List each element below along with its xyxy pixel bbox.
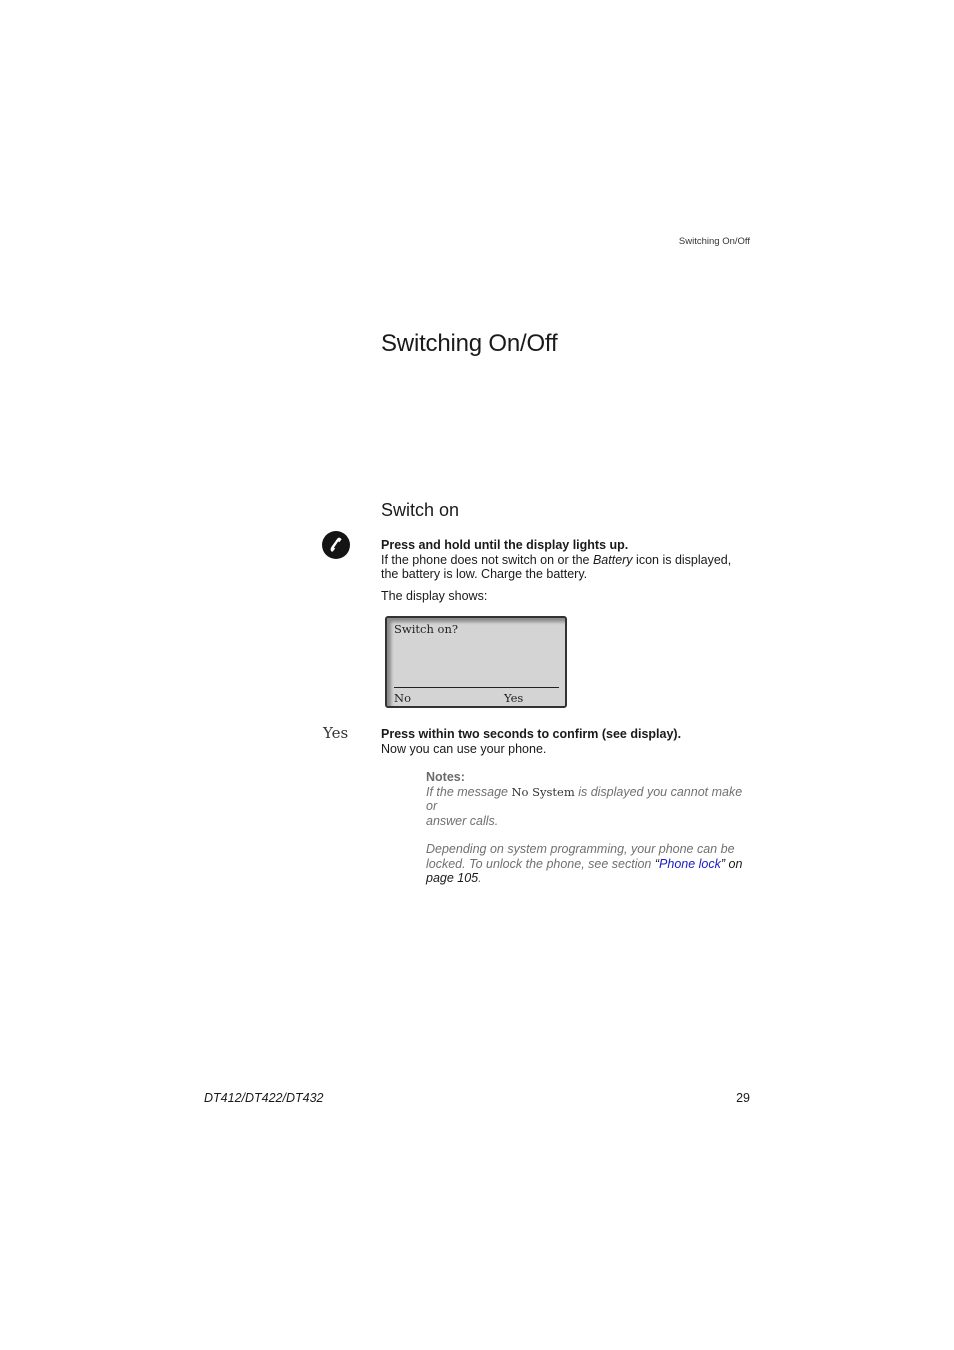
- battery-term: Battery: [592, 552, 633, 567]
- phone-lock-link[interactable]: Phone lock: [659, 856, 721, 871]
- step1-line1-pre: If the phone does not switch on or the: [381, 552, 593, 567]
- yes-softkey-label: Yes: [323, 724, 349, 742]
- note1-line2: answer calls.: [426, 813, 499, 828]
- note2: [426, 842, 756, 886]
- display-intro: The display shows:: [381, 588, 488, 603]
- display-softkey-no: No: [394, 691, 411, 705]
- note2-line2-pre: locked. To unlock the phone, see section: [426, 856, 655, 871]
- page-title: Switching On/Off: [381, 330, 558, 357]
- link-close-quote: ”: [720, 856, 726, 871]
- display-softkey-divider: [394, 687, 559, 688]
- display-prompt: Switch on?: [394, 622, 459, 636]
- note2-end: .: [478, 871, 482, 885]
- running-header: Switching On/Off: [678, 236, 750, 247]
- link-open-quote: “: [654, 856, 660, 871]
- note2-link-post: on: [725, 856, 743, 871]
- footer-model: DT412/DT422/DT432: [204, 1091, 324, 1105]
- display-softkey-yes: Yes: [504, 691, 524, 705]
- footer-page-number: 29: [736, 1091, 750, 1105]
- no-system-message: No System: [511, 784, 575, 799]
- note1-pre: If the message: [426, 784, 512, 799]
- notes-block: [426, 770, 756, 886]
- step1-line1-post: icon is displayed,: [632, 552, 732, 567]
- step1-line1: [381, 553, 751, 568]
- note1-post: is displayed you cannot make or: [426, 784, 743, 813]
- step2-block: [381, 727, 751, 756]
- step1-title: Press and hold until the display lights up.: [381, 538, 629, 552]
- notes-label: Notes:: [426, 770, 465, 784]
- phone-handset-icon: [322, 531, 350, 559]
- note2-line1: Depending on system programming, your phone can be: [426, 842, 735, 856]
- step1-line2: the battery is low. Charge the battery.: [381, 567, 588, 581]
- note1: [426, 785, 756, 829]
- step2-body: Now you can use your phone.: [381, 741, 547, 756]
- note2-page-ref[interactable]: page 105: [426, 871, 479, 885]
- step2-title: Press within two seconds to confirm (see display).: [381, 727, 682, 741]
- section-title: Switch on: [381, 500, 460, 520]
- step1-block: [381, 538, 751, 603]
